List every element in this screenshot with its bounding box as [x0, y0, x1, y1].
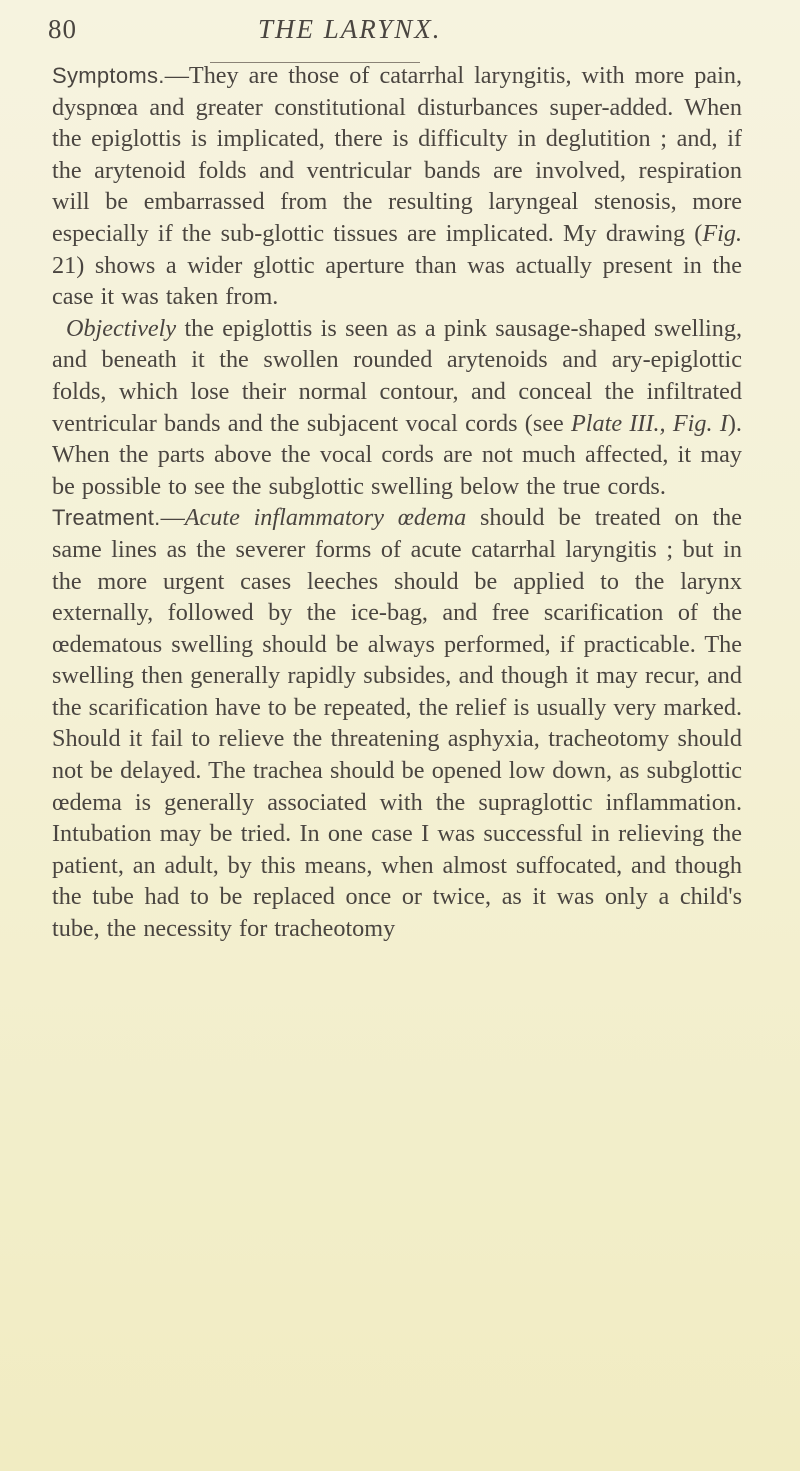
symptoms-text: —They are those of catarrhal laryngitis, with more pain, dyspnœa and greater constitutional disturbances super-added. When the epiglottis is implicated, there is difficulty in deglutition ; and, if the arytenoid folds and ventricular bands are involved, respiration will be embarrassed from the resulting laryngeal stenosis, more especially if the sub-glottic tissues are implicated. My drawing (: [52, 62, 742, 247]
treatment-dash: —: [160, 504, 185, 532]
objectively-heading: Objectively: [66, 314, 177, 342]
symptoms-heading: Symptoms.: [52, 63, 165, 88]
figure-reference: Fig.: [702, 219, 742, 247]
page-number: 80: [48, 14, 77, 44]
running-head: THE LARYNX.: [258, 14, 442, 44]
body-text: [52, 60, 742, 945]
plate-reference: Plate III., Fig. I: [571, 409, 728, 437]
treatment-text: should be treated on the same lines as the severer forms of acute catarrhal laryngitis ; but in the more urgent cases leeches should be applied to the larynx externally, followed by the ice-bag, and free scarification of the œdematous swelling should be always performed, if practicable. The swelling then generally rapidly subsides, and though it may recur, and the scarification have to be repeated, the relief is usually very marked. Should it fail to relieve the threatening asphyxia, tracheotomy should not be delayed. The trachea should be opened low down, as subglottic œdema is generally associated with the supraglottic inflammation. Intubation may be tried. In one case I was successful in relieving the patient, an adult, by this means, when almost suffocated, and though the tube had to be replaced once or twice, as it was only a child's tube, the necessity for tracheotomy: [52, 504, 742, 943]
symptoms-text-continued: 21) shows a wider glottic aperture than was actually present in the case it was taken from.: [52, 251, 742, 311]
paragraph-symptoms: [52, 60, 742, 313]
paragraph-objectively: [52, 313, 742, 503]
treatment-italic-phrase: Acute inflammatory œdema: [184, 504, 467, 532]
objectively-text: the epiglottis is seen as a pink sausage-shaped swelling, and beneath it the swollen rounded arytenoids and ary-epiglottic folds, which lose their normal contour, and conceal the infiltrated ventricular bands and the subjacent vocal cords (see: [52, 314, 742, 437]
paragraph-treatment: [52, 502, 742, 944]
treatment-heading: Treatment.: [52, 505, 161, 531]
page-header: [48, 14, 738, 48]
objectively-text-continued: ). When the parts above the vocal cords are not much affected, it may be possible to see the subglottic swelling below the true cords.: [52, 409, 742, 500]
